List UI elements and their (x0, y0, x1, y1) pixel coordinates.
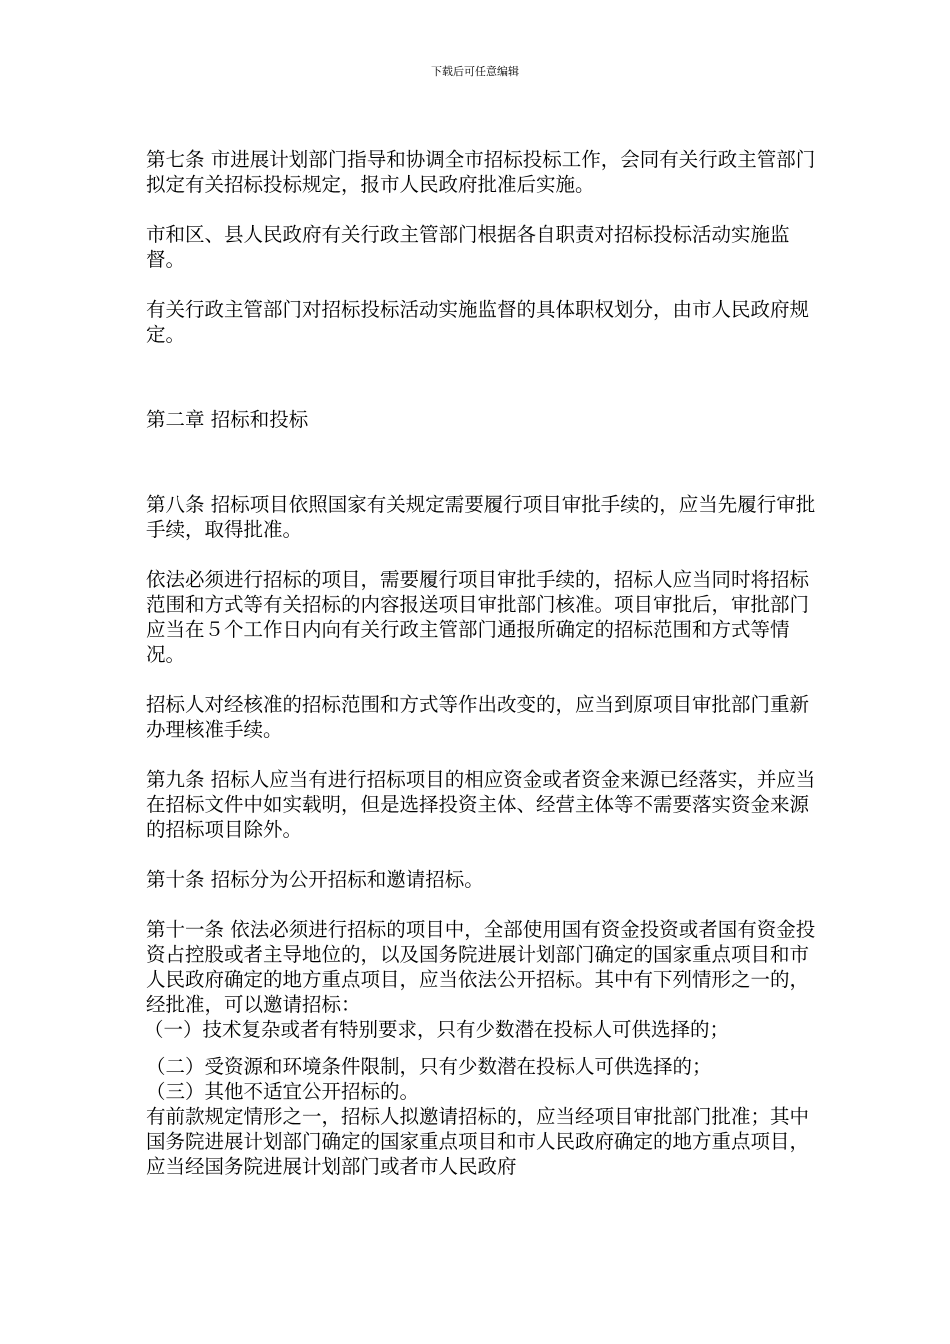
page-header: 下载后可任意编辑 (431, 65, 519, 78)
article-11: 第十一条 依法必须进行招标的项目中，全部使用国有资金投资或者国有资金投资占控股或者主导地位的，以及国务院进展计划部门确定的国家重点项目和市人民政府确定的地方重点项目，应当依法公开招标。其中有下列情形之一的，经批准，可以邀请招标： (146, 918, 816, 1016)
article-7-para-3: 有关行政主管部门对招标投标活动实施监督的具体职权划分，由市人民政府规定。 (146, 298, 810, 346)
list-item-3: （三）其他不适宜公开招标的。 (146, 1080, 420, 1103)
document-body (146, 147, 816, 1179)
chapter-heading: 第二章 招标和投标 (146, 408, 309, 431)
article-8-para-3: 招标人对经核准的招标范围和方式等作出改变的，应当到原项目审批部门重新办理核准手续。 (146, 693, 810, 741)
list-item-1: （一）技术复杂或者有特别要求，只有少数潜在投标人可供选择的； (144, 1018, 730, 1041)
list-item-2: （二）受资源和环境条件限制，只有少数潜在投标人可供选择的； (146, 1055, 712, 1078)
article-10: 第十条 招标分为公开招标和邀请招标。 (146, 868, 484, 891)
article-8-para-2: 依法必须进行招标的项目，需要履行项目审批手续的，招标人应当同时将招标范围和方式等有关招标的内容报送项目审批部门核准。项目审批后，审批部门应当在５个工作日内向有关行政主管部门通报所确定的招标范围和方式等情况。 (146, 568, 810, 666)
article-8: 第八条 招标项目依照国家有关规定需要履行项目审批手续的，应当先履行审批手续，取得批准。 (146, 493, 816, 541)
article-11-para-2: 有前款规定情形之一，招标人拟邀请招标的，应当经项目审批部门批准；其中国务院进展计划部门确定的国家重点项目和市人民政府确定的地方重点项目，应当经国务院进展计划部门或者市人民政府 (146, 1105, 810, 1178)
article-7: 第七条 市进展计划部门指导和协调全市招标投标工作，会同有关行政主管部门拟定有关招标投标规定，报市人民政府批准后实施。 (146, 148, 816, 196)
article-9: 第九条 招标人应当有进行招标项目的相应资金或者资金来源已经落实，并应当在招标文件中如实载明，但是选择投资主体、经营主体等不需要落实资金来源的招标项目除外。 (146, 768, 816, 841)
article-7-para-2: 市和区、县人民政府有关行政主管部门根据各自职责对招标投标活动实施监督。 (146, 223, 790, 271)
